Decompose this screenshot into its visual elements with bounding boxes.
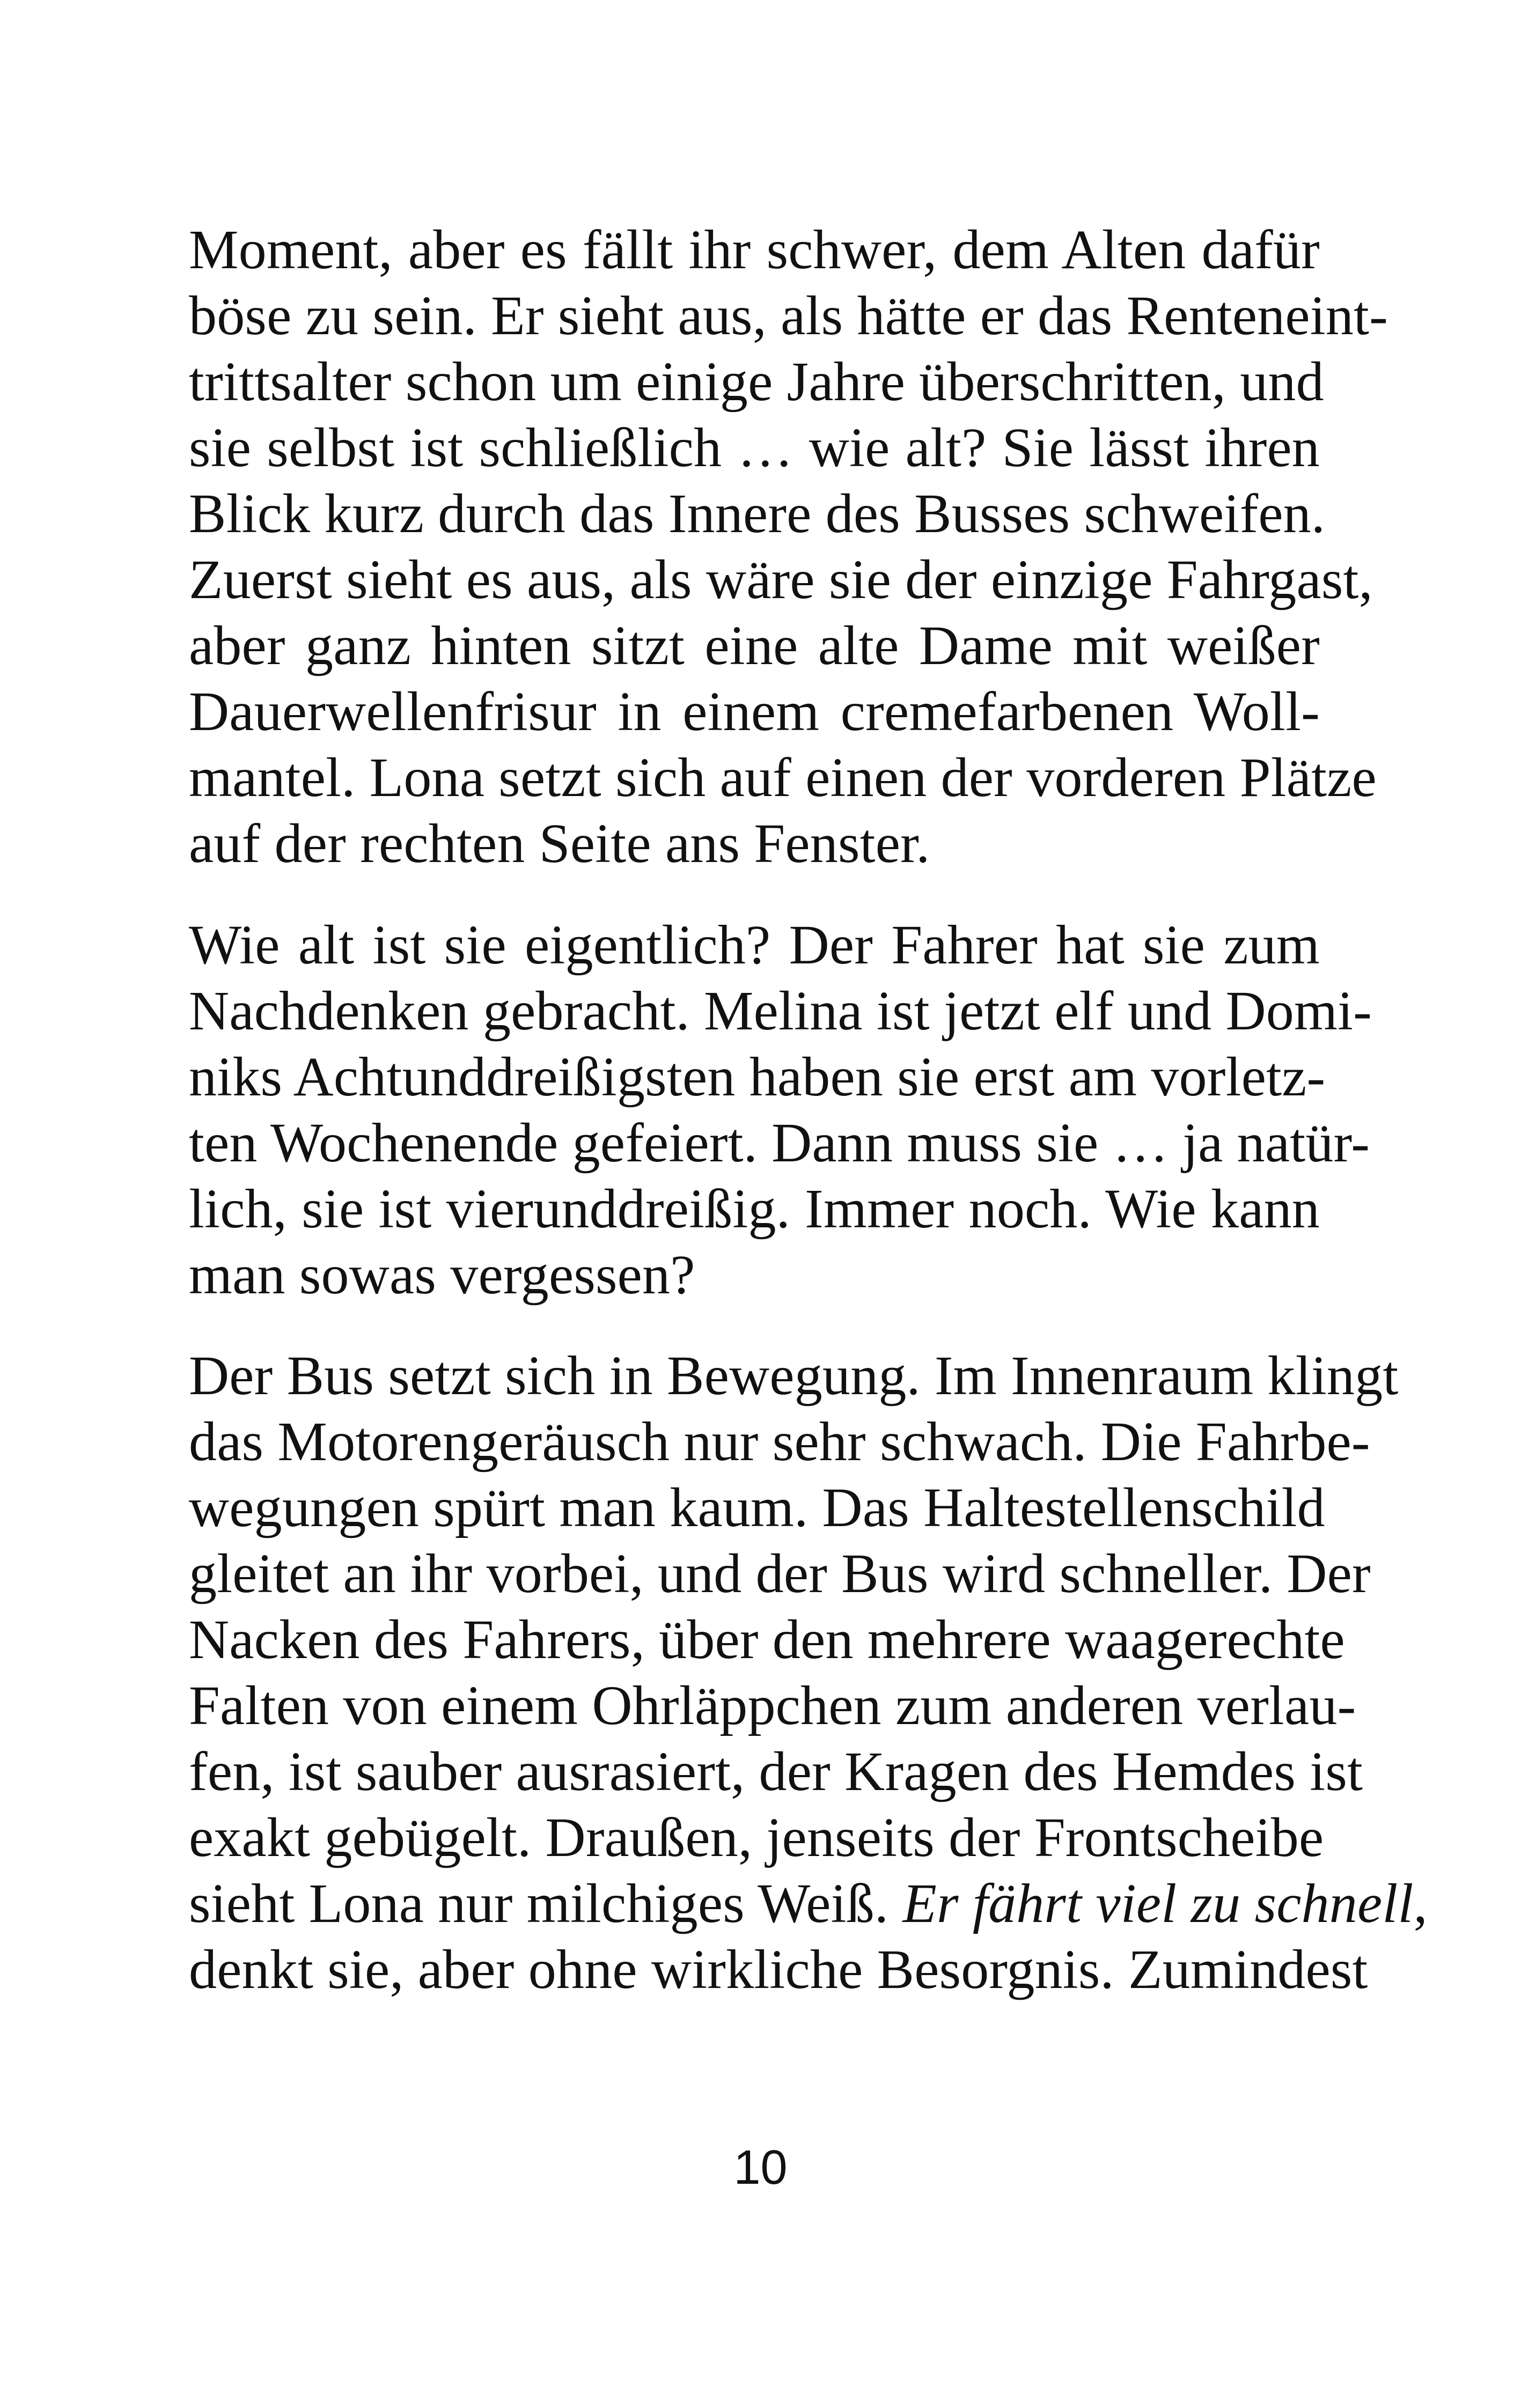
text-line: niks Achtunddreißigsten haben sie erst am vorletz- [189,1046,1326,1108]
text-line: auf der rechten Seite ans Fenster. [189,813,930,874]
paragraph-2 [189,912,1372,1308]
text-line: wegungen spürt man kaum. Das Haltestellenschild [189,1477,1325,1538]
text-line: Zuerst sieht es aus, als wäre sie der einzige Fahrgast, [189,549,1373,610]
text-line: das Motorengeräusch nur sehr schwach. Die Fahrbe- [189,1411,1370,1472]
paragraph-3 [189,1343,1428,2002]
text-line: trittsalter schon um einige Jahre überschritten, und [189,351,1324,413]
emphasized-thought: Er fährt viel zu schnell [902,1873,1414,1934]
text-line-with-emphasis [189,1871,1428,1936]
text-segment: , [1413,1873,1428,1934]
text-line: Nacken des Fahrers, über den mehrere waagerechte [189,1609,1345,1670]
text-line: sie selbst ist schließlich … wie alt? Sie lässt ihren [189,417,1320,478]
text-line: gleitet an ihr vorbei, und der Bus wird schneller. Der [189,1543,1371,1604]
text-line: Moment, aber es fällt ihr schwer, dem Alten dafür [189,219,1320,281]
text-line: exakt gebügelt. Draußen, jenseits der Frontscheibe [189,1807,1324,1868]
text-line: böse zu sein. Er sieht aus, als hätte er das Renteneint- [189,285,1388,347]
text-line: Dauerwellenfrisur in einem cremefarbenen Woll- [189,681,1320,742]
text-line: man sowas vergessen? [189,1244,695,1306]
text-line: Der Bus setzt sich in Bewegung. Im Innenraum klingt [189,1345,1399,1406]
text-line: Wie alt ist sie eigentlich? Der Fahrer hat sie zum [189,914,1320,976]
text-line: Blick kurz durch das Innere des Busses schweifen. [189,483,1326,544]
text-line: ten Wochenende gefeiert. Dann muss sie … ja natür- [189,1112,1370,1174]
text-line: Nachdenken gebracht. Melina ist jetzt elf und Domi- [189,980,1372,1042]
text-line: fen, ist sauber ausrasiert, der Kragen des Hemdes ist [189,1741,1363,1802]
text-line: lich, sie ist vierunddreißig. Immer noch. Wie kann [189,1178,1320,1240]
page-number: 10 [733,2141,788,2195]
text-line: denkt sie, aber ohne wirkliche Besorgnis. Zumindest [189,1939,1368,2000]
text-line: Falten von einem Ohrläppchen zum anderen verlau- [189,1675,1356,1736]
text-line: aber ganz hinten sitzt eine alte Dame mit weißer [189,615,1320,676]
text-line: mantel. Lona setzt sich auf einen der vorderen Plätze [189,747,1377,808]
text-segment: sieht Lona nur milchiges Weiß. [189,1873,903,1934]
paragraph-1 [189,217,1388,877]
